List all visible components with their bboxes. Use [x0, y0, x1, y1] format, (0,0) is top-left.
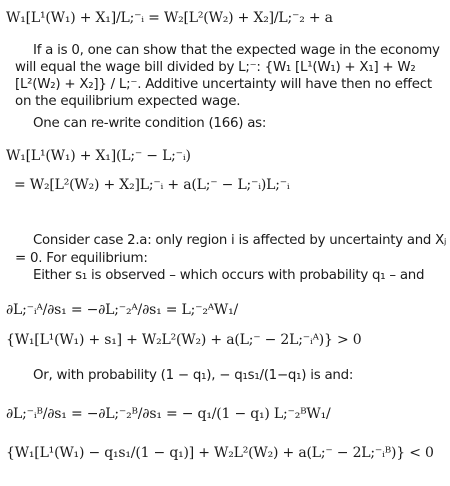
equation-line: {W₁[L¹(W₁) − q₁s₁/(1 − q₁)] + W₂L²(W₂) + a(L;⁻ − 2L;⁻ᵢᴮ)} < 0 — [6, 445, 434, 461]
paragraph-line: will equal the wage bill divided by L;⁻: {W₁ [L¹(W₁) + X₁] + W₂ — [15, 60, 416, 75]
equation-line: ∂L;⁻ᵢᴬ/∂s₁ = −∂L;⁻₂ᴬ/∂s₁ = L;⁻₂ᴬW₁/ — [6, 302, 239, 318]
paragraph-line: Either s₁ is observed – which occurs with probability q₁ – and — [33, 268, 425, 283]
paragraph-line: If a is 0, one can show that the expected wage in the economy — [33, 43, 440, 58]
equation-line: W₁[L¹(W₁) + X₁]/L;⁻ᵢ = W₂[L²(W₂) + X₂]/L;⁻₂ + a — [6, 10, 333, 26]
paragraph-line: Or, with probability (1 − q₁), − q₁s₁/(1−q₁) is and: — [33, 368, 354, 383]
equation-line: ∂L;⁻ᵢᴮ/∂s₁ = −∂L;⁻₂ᴮ/∂s₁ = − q₁/(1 − q₁) L;⁻₂ᴮW₁/ — [6, 406, 331, 422]
paragraph-line: [L²(W₂) + X₂]} / L;⁻. Additive uncertainty will have then no effect — [15, 77, 432, 92]
paragraph-line: One can re-write condition (166) as: — [33, 116, 267, 131]
equation-line: {W₁[L¹(W₁) + s₁] + W₂L²(W₂) + a(L;⁻ − 2L;⁻ᵢᴬ)} > 0 — [6, 332, 362, 348]
paragraph-line: = 0. For equilibrium: — [15, 251, 148, 266]
paragraph-line: Consider case 2.a: only region i is affected by uncertainty and Xⱼ — [33, 233, 447, 248]
equation-line: = W₂[L²(W₂) + X₂]L;⁻ᵢ + a(L;⁻ − L;⁻ᵢ)L;⁻ᵢ — [14, 177, 290, 193]
paragraph-line: on the equilibrium expected wage. — [15, 94, 241, 109]
equation-line: W₁[L¹(W₁) + X₁](L;⁻ − L;⁻ᵢ) — [6, 148, 191, 164]
